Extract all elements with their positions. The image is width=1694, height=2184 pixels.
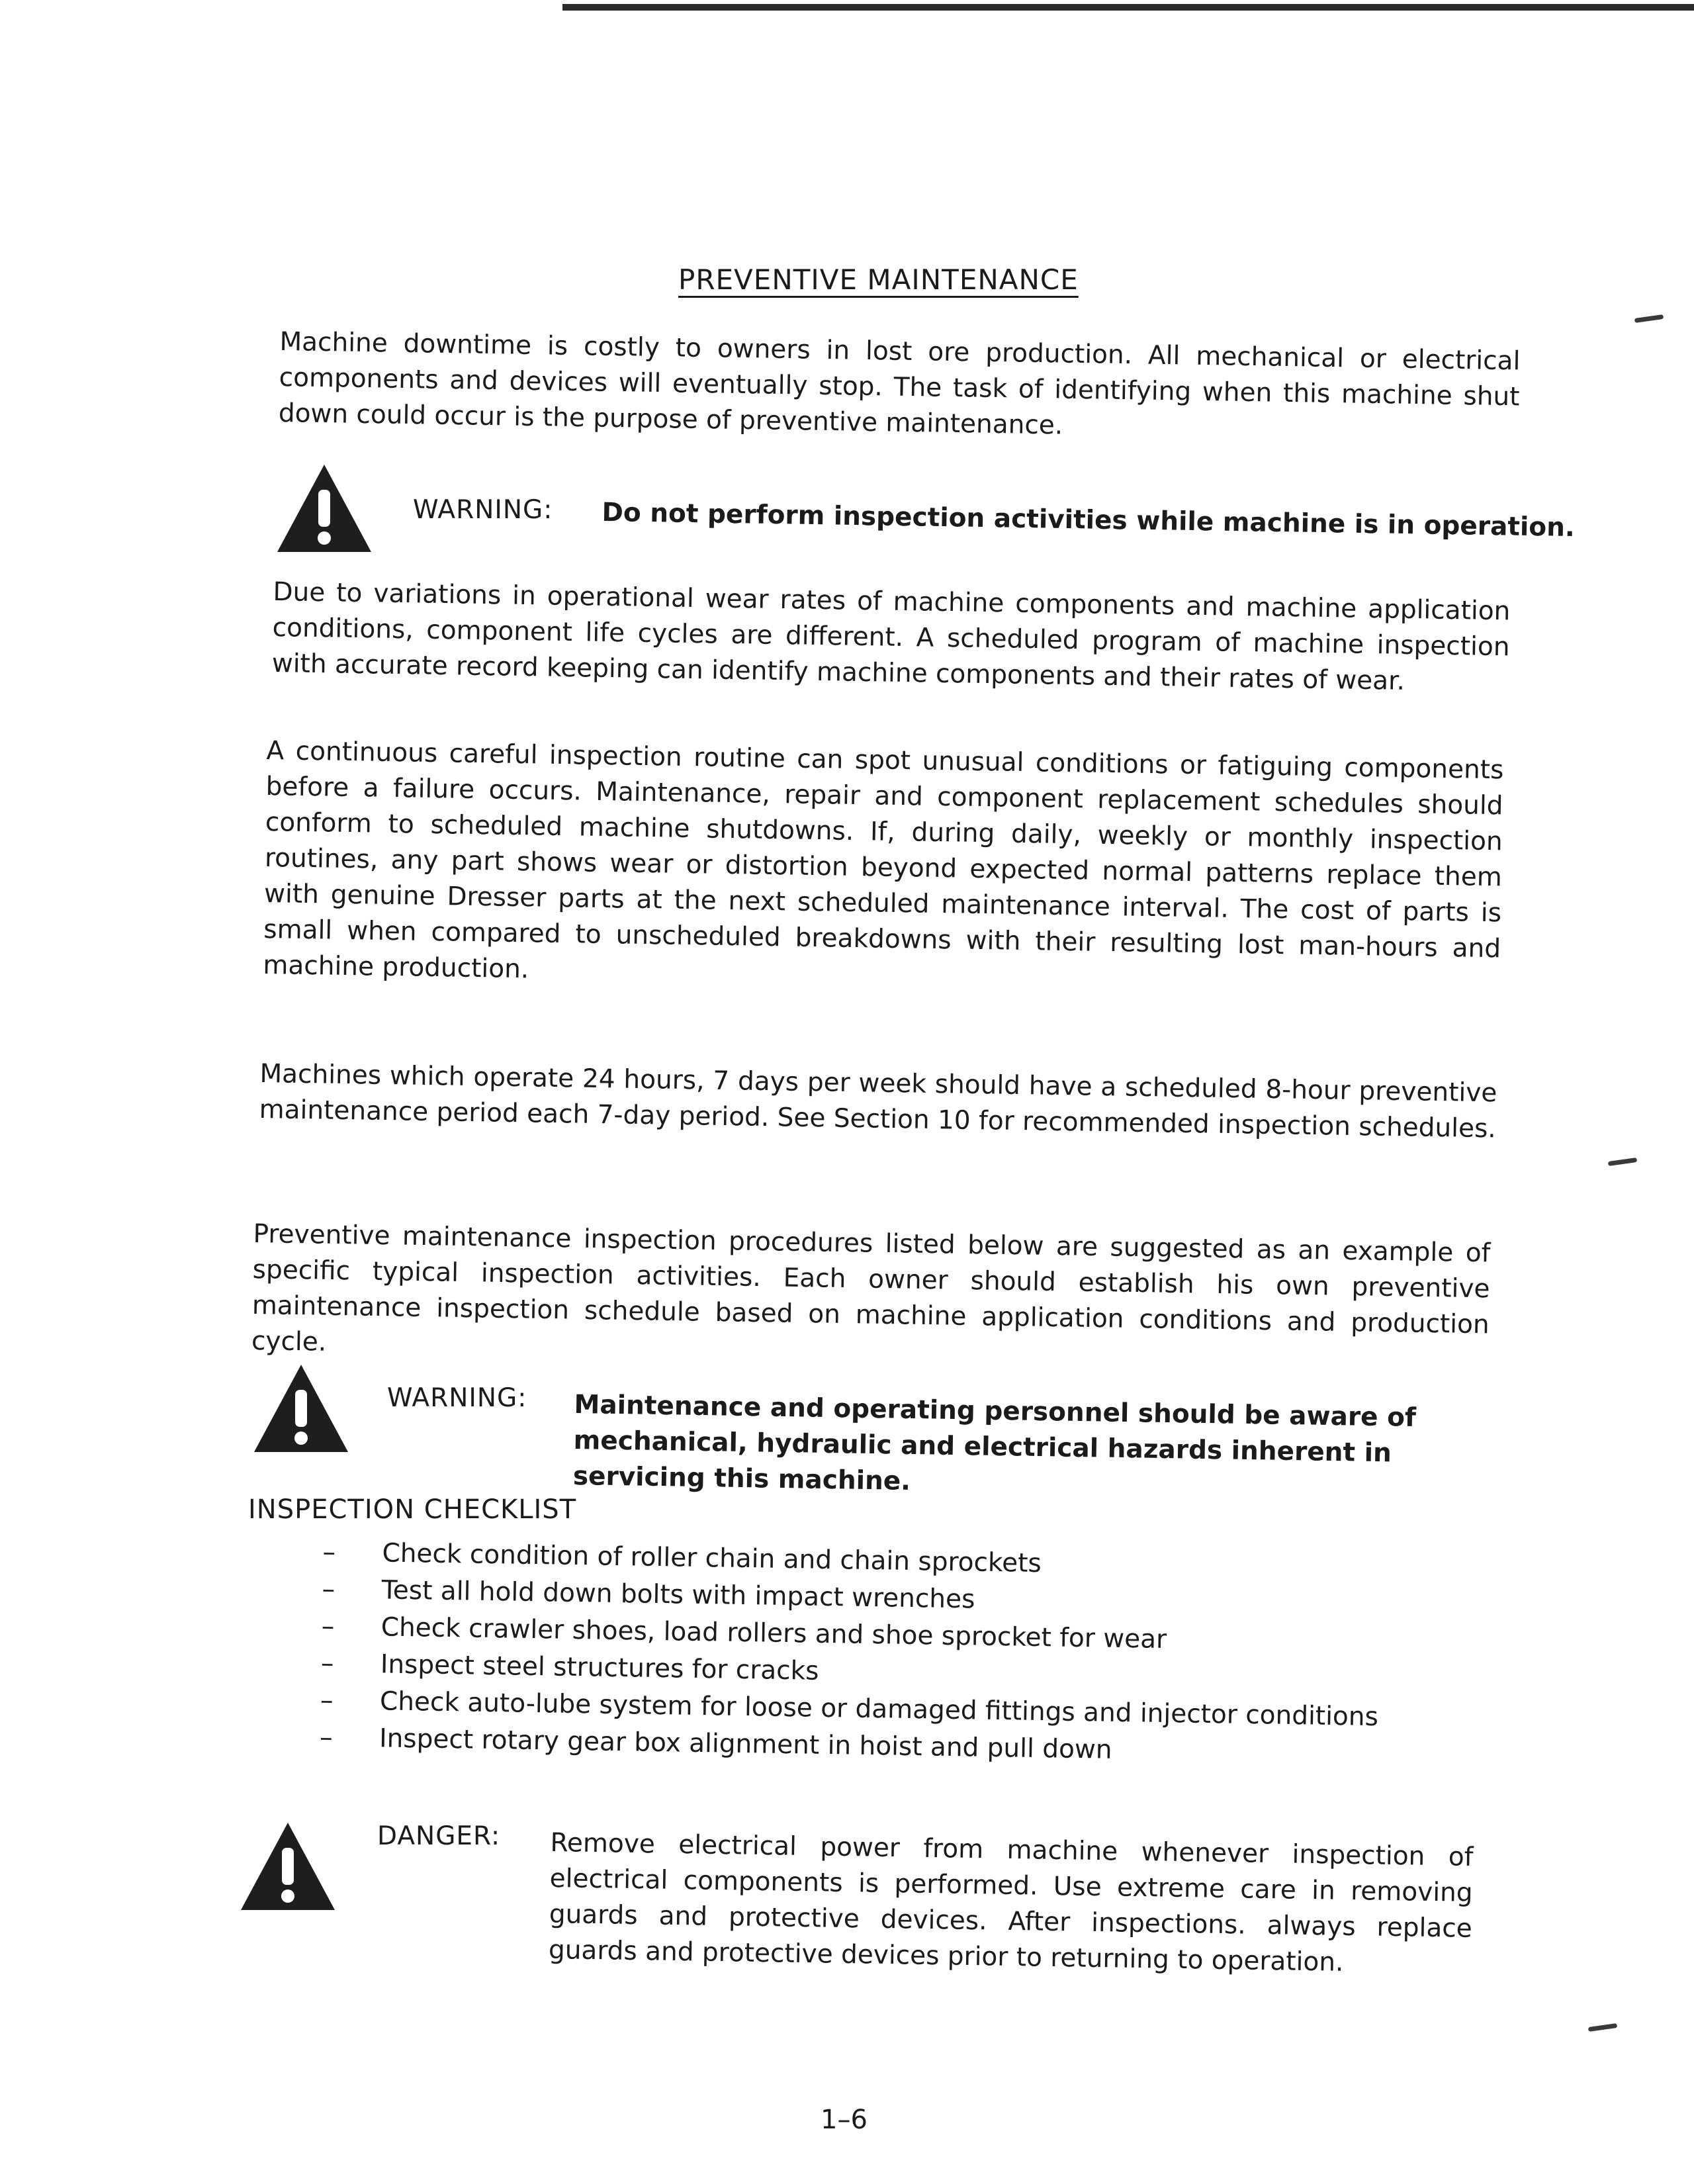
dash-bullet: – xyxy=(321,1611,335,1642)
paragraph-procedures: Preventive maintenance inspection procedures listed below are suggested as an example of specific typical inspection activities. Each owner should establish his own preventive maintenance inspection schedule based on machine application conditions and production cycle. xyxy=(251,1218,1491,1357)
page-number: 1–6 xyxy=(821,2105,868,2135)
dash-bullet: – xyxy=(320,1685,334,1716)
paragraph-intro: Machine downtime is costly to owners in lost ore production. All mechanical or electrical components and devices will eventually stop. The task of identifying when this machine shut down could occur is the purpose of preventive maintenance. xyxy=(278,326,1521,441)
warning-triangle-icon xyxy=(275,462,374,555)
danger-text: Remove electrical power from machine whenever inspection of electrical components is performed. Use extreme care in removing guards and protective devices. After inspections. always replace guards and protective devices prior to returning to operation. xyxy=(548,1827,1474,1978)
paragraph-wear-rates: Due to variations in operational wear rates of machine components and machine application conditions, component life cycles are different. A scheduled program of machine inspection with accurate record keeping can identify machine components and their rates of wear. xyxy=(271,576,1511,696)
scan-edge-line xyxy=(562,4,1694,11)
warning-label: WARNING: xyxy=(387,1383,527,1413)
checklist-item-text: Inspect steel structures for cracks xyxy=(380,1649,819,1686)
inspection-checklist xyxy=(320,1534,1381,1773)
danger-label: DANGER: xyxy=(377,1821,501,1851)
page-title: PREVENTIVE MAINTENANCE xyxy=(678,263,1079,296)
paragraph-schedule: Machines which operate 24 hours, 7 days per week should have a scheduled 8-hour preventive maintenance period each 7-day period. See Section 10 for recommended inspection schedules. xyxy=(259,1058,1497,1144)
warning-label: WARNING: xyxy=(413,495,553,525)
checklist-item-text: Inspect rotary gear box alignment in hoist and pull down xyxy=(379,1723,1112,1765)
dash-bullet: – xyxy=(322,1574,335,1605)
checklist-item-text: Check auto-lube system for loose or damaged fittings and injector conditions xyxy=(379,1686,1379,1733)
warning-text: Maintenance and operating personnel should be aware of mechanical, hydraulic and electrical hazards inherent in servicing this machine. xyxy=(572,1389,1417,1496)
checklist-item-text: Test all hold down bolts with impact wrenches xyxy=(381,1575,975,1615)
warning-triangle-icon xyxy=(251,1362,351,1455)
dash-bullet: – xyxy=(322,1537,336,1568)
checklist-item-text: Check crawler shoes, load rollers and shoe sprocket for wear xyxy=(380,1612,1167,1655)
warning-text: Do not perform inspection activities while machine is in operation. xyxy=(602,497,1576,543)
paragraph-inspection-routine: A continuous careful inspection routine can spot unusual conditions or fatiguing components before a failure occurs. Maintenance, repair and component replacement schedules should conform to scheduled machine shutdowns. If, during daily, weekly or monthly inspection routines, any part shows wear or distortion beyond expected normal patterns replace them with genuine Dresser parts at the next scheduled maintenance interval. The cost of parts is small when compared to unscheduled breakdowns with their resulting lost man-hours and machine production. xyxy=(263,735,1504,985)
dash-bullet: – xyxy=(320,1648,334,1679)
punch-mark-top xyxy=(1634,314,1664,323)
warning-triangle-icon xyxy=(238,1820,337,1913)
checklist-item-text: Check condition of roller chain and chain sprockets xyxy=(382,1538,1042,1579)
punch-mark-middle xyxy=(1608,1158,1638,1166)
checklist-heading: INSPECTION CHECKLIST xyxy=(248,1494,577,1525)
dash-bullet: – xyxy=(319,1722,334,1753)
punch-mark-bottom xyxy=(1588,2023,1618,2032)
